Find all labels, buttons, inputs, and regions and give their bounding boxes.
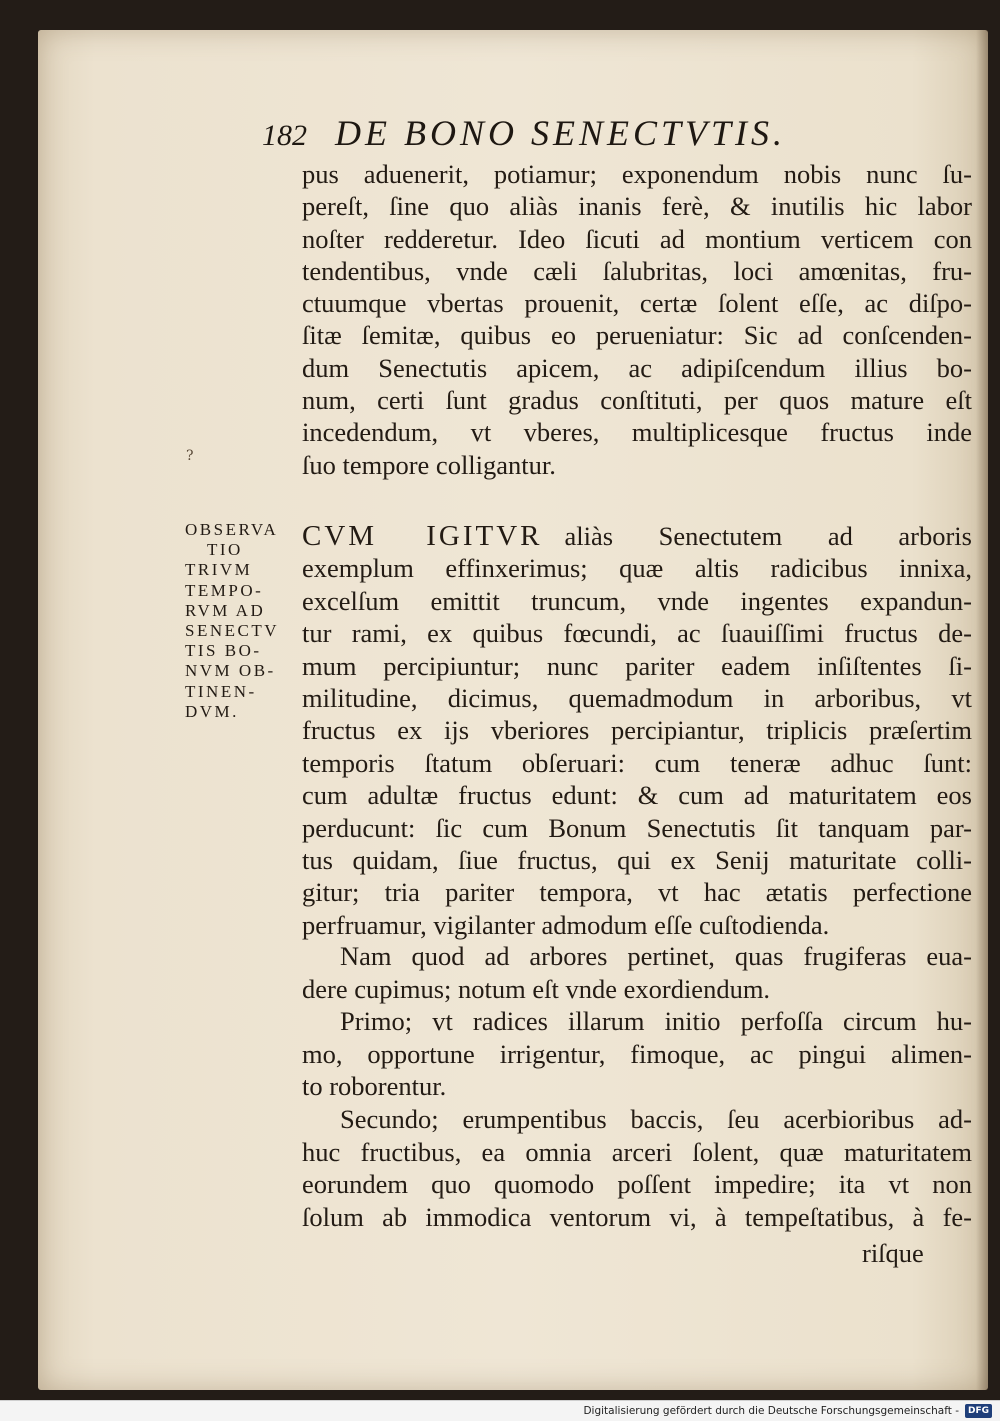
- text-line: noſter redderetur. Ideo ſicuti ad montium verticem con: [302, 223, 972, 254]
- text-line: gitur; tria pariter tempora, vt hac ætatis perfectione: [302, 877, 972, 908]
- marginal-line: TINEN-: [185, 681, 257, 701]
- text-line: cum adultæ fructus edunt: & cum ad maturitatem eos: [302, 780, 972, 811]
- marginal-line: DVM.: [185, 701, 239, 721]
- marginal-line: NVM OB-: [185, 661, 276, 681]
- text-line: fructus ex ijs vberiores percipiantur, triplicis præſertim: [302, 715, 972, 746]
- text-line: perducunt: ſic cum Bonum Senectutis ſit tanquam par-: [302, 812, 972, 843]
- text-line: temporis ſtatum obſeruari: cum teneræ adhuc ſunt:: [302, 747, 972, 778]
- text-line: to roborentur.: [302, 1071, 447, 1102]
- text-line: ſuo tempore colligantur.: [302, 449, 556, 480]
- stray-mark: ?: [186, 448, 194, 464]
- text-line: num, certi ſunt gradus conſtituti, per quos mature eſt: [302, 385, 972, 416]
- running-title: DE BONO SENECTVTIS.: [335, 113, 787, 153]
- marginal-line: TIO: [207, 540, 243, 560]
- text-line: Primo; vt radices illarum initio perfoſſa circum hu-: [340, 1006, 972, 1037]
- text-line: ſolum ab immodica ventorum vi, à tempeſtatibus, à fe-: [302, 1201, 972, 1232]
- text-line: dum Senectutis apicem, ac adipiſcendum illius bo-: [302, 352, 972, 383]
- text-line: tendentibus, vnde cæli ſalubritas, loci amœnitas, fru-: [302, 255, 972, 286]
- marginal-line: OBSERVA: [185, 520, 279, 539]
- text-line: ſitæ ſemitæ, quibus eo perueniatur: Sic ad conſcenden-: [302, 320, 972, 351]
- text-line: mo, opportune irrigentur, fimoque, ac pingui alimen-: [302, 1038, 972, 1069]
- footer-credit: Digitalisierung gefördert durch die Deutsche Forschungsgemeinschaft -: [583, 1405, 959, 1417]
- text-line: dere cupimus; notum eſt vnde exordiendum.: [302, 973, 771, 1004]
- text-line: excelſum emittit truncum, vnde ingentes expandun-: [302, 585, 972, 616]
- text-line: perfruamur, vigilanter admodum eſſe cuſtodienda.: [302, 909, 830, 940]
- text-line: exemplum effinxerimus; quæ altis radicibus innixa,: [302, 553, 972, 584]
- dfg-logo: DFG: [965, 1404, 992, 1418]
- paragraph-1: [302, 158, 972, 481]
- marginal-line: SENECTV: [185, 620, 279, 640]
- text-line: Nam quod ad arbores pertinet, quas frugiferas eua-: [340, 941, 972, 971]
- text-line: militudine, dicimus, quemadmodum in arboribus, vt: [302, 682, 972, 713]
- paragraph-2: [302, 520, 972, 941]
- text-line: Secundo; erumpentibus baccis, ſeu acerbioribus ad-: [340, 1103, 972, 1134]
- marginal-line: TEMPO-: [185, 580, 264, 600]
- marginal-line: TIS BO-: [185, 641, 262, 661]
- opening-words: CVM IGITVR: [302, 520, 543, 552]
- footer-bar: [0, 1400, 1000, 1421]
- page-number: 182: [262, 119, 307, 152]
- text-line: incedendum, vt vberes, multiplicesque fructus inde: [302, 417, 972, 448]
- catchword: riſque: [862, 1238, 924, 1268]
- marginal-line: TRIVM: [185, 560, 253, 580]
- text-line: pus aduenerit, potiamur; exponendum nobis nunc ſu-: [302, 159, 972, 189]
- text-line-opening: [302, 520, 972, 552]
- marginal-note: [185, 520, 310, 722]
- text-line: huc fructibus, ea omnia arceri ſolent, quæ maturitatem: [302, 1136, 972, 1167]
- paragraph-3: [302, 940, 972, 1233]
- text-line: pereſt, ſine quo aliàs inanis ferè, & inutilis hic labor: [302, 191, 972, 222]
- opening-line-rest: aliàs Senectutem ad arboris: [564, 521, 972, 551]
- text-line: ctuumque vbertas prouenit, certæ ſolent eſſe, ac diſpo-: [302, 288, 972, 319]
- text-line: tus quidam, ſiue fructus, qui ex Senij maturitate colli-: [302, 844, 972, 875]
- page-edge-shadow: [976, 30, 988, 1390]
- text-line: tur rami, ex quibus fœcundi, ac ſuauiſſimi fructus de-: [302, 618, 972, 649]
- text-line: eorundem quo quomodo poſſent impedire; ita vt non: [302, 1169, 972, 1200]
- text-line: mum percipiuntur; nunc pariter eadem inſiſtentes ſi-: [302, 650, 972, 681]
- running-head: [262, 112, 942, 162]
- marginal-line: RVM AD: [185, 600, 266, 620]
